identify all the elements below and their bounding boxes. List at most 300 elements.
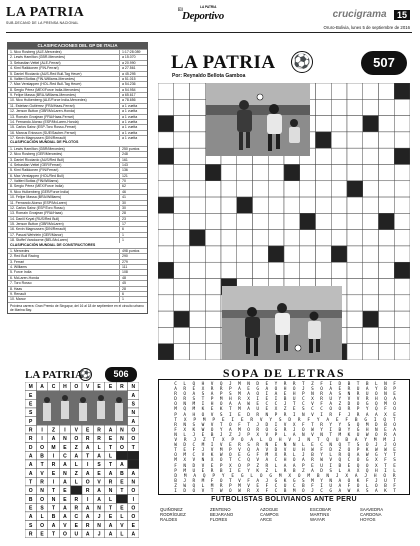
word-search-letter[interactable]: G — [365, 458, 369, 464]
word-search-letter[interactable]: J — [347, 412, 351, 418]
crossword-cell[interactable] — [347, 279, 363, 295]
word-search-letter[interactable]: F — [320, 382, 323, 387]
crossword-cell[interactable] — [394, 279, 410, 295]
word-search-letter[interactable]: C — [347, 458, 351, 464]
word-search-letter[interactable]: S — [311, 387, 314, 393]
word-search-letter[interactable]: G — [247, 453, 250, 459]
crossword-cell[interactable] — [379, 164, 395, 180]
crossword-cell[interactable] — [158, 116, 174, 132]
crossword-cell[interactable] — [190, 311, 206, 327]
word-search-letter[interactable]: Q — [192, 382, 196, 387]
word-search-letter[interactable]: K — [356, 478, 360, 484]
word-search-letter[interactable]: O — [259, 473, 263, 479]
word-search-letter[interactable]: K — [219, 407, 223, 413]
word-search-letter[interactable]: E — [210, 463, 214, 469]
word-search-letter[interactable]: C — [320, 407, 323, 413]
crossword-cell[interactable] — [363, 213, 379, 229]
crossword-cell[interactable] — [331, 99, 347, 115]
word-search-letter[interactable]: U — [192, 468, 196, 474]
crossword-cell[interactable] — [190, 83, 206, 99]
crossword-cell[interactable] — [221, 164, 237, 180]
crossword-cell[interactable] — [363, 279, 379, 295]
word-search-letter[interactable]: M — [278, 473, 282, 479]
word-search-letter[interactable]: H — [374, 468, 378, 474]
word-search-letter[interactable]: V — [210, 448, 214, 454]
word-search-letter[interactable]: L — [393, 468, 396, 474]
word-search-letter[interactable]: M — [238, 427, 241, 433]
word-search-letter[interactable]: V — [238, 478, 241, 484]
word-search-letter[interactable]: Y — [338, 422, 342, 428]
crossword-cell[interactable] — [316, 116, 332, 132]
word-search-letter[interactable]: H — [201, 382, 205, 387]
word-search-letter[interactable]: Y — [221, 473, 225, 479]
word-search-letter[interactable]: D — [192, 463, 196, 469]
crossword-cell[interactable] — [331, 116, 347, 132]
word-search-letter[interactable]: R — [292, 382, 296, 387]
crossword-cell[interactable] — [394, 164, 410, 180]
word-search-letter[interactable]: M — [183, 468, 187, 474]
word-search-letter[interactable]: V — [347, 397, 351, 403]
word-search-letter[interactable]: L — [329, 453, 333, 459]
crossword-cell[interactable] — [205, 295, 221, 311]
word-search-letter[interactable]: N — [384, 382, 387, 387]
word-search-letter[interactable]: W — [365, 453, 369, 459]
word-search-letter[interactable]: X — [247, 397, 250, 403]
word-search-letter[interactable]: B — [219, 468, 223, 474]
word-search-letter[interactable]: T — [228, 478, 232, 484]
word-search-letter[interactable]: E — [393, 392, 396, 398]
word-search-letter[interactable]: W — [201, 427, 205, 433]
crossword-cell[interactable] — [174, 344, 190, 360]
word-search-letter[interactable]: R — [256, 443, 260, 449]
crossword-cell[interactable] — [284, 246, 300, 262]
crossword-cell[interactable] — [190, 116, 206, 132]
word-search-letter[interactable]: F — [174, 463, 177, 469]
word-search-letter[interactable]: L — [365, 483, 369, 489]
word-search-letter[interactable]: X — [183, 458, 187, 464]
crossword-cell[interactable] — [221, 213, 237, 229]
word-search-letter[interactable]: E — [393, 448, 396, 454]
crossword-cell[interactable] — [237, 230, 253, 246]
word-search-letter[interactable]: V — [247, 483, 250, 489]
word-search-letter[interactable]: T — [219, 422, 223, 428]
word-search-letter[interactable]: A — [250, 438, 254, 444]
word-search-letter[interactable]: Z — [265, 468, 269, 474]
word-search-letter[interactable]: S — [338, 392, 342, 398]
word-search-letter[interactable]: M — [383, 438, 387, 444]
word-search-letter[interactable]: D — [269, 438, 273, 444]
crossword-cell[interactable] — [363, 99, 379, 115]
word-search-letter[interactable]: J — [183, 478, 187, 484]
word-search-letter[interactable]: O — [393, 402, 396, 408]
word-search-letter[interactable]: R — [392, 473, 396, 479]
word-search-letter[interactable]: W — [384, 448, 387, 454]
word-search-letter[interactable]: H — [301, 448, 305, 454]
word-search-letter[interactable]: A — [193, 473, 197, 479]
word-search-letter[interactable]: O — [374, 483, 378, 489]
word-search-letter[interactable]: P — [274, 412, 278, 418]
word-search-letter[interactable]: A — [329, 402, 333, 408]
crossword-cell[interactable] — [347, 246, 363, 262]
word-search-letter[interactable]: P — [274, 432, 278, 438]
word-search-letter[interactable]: G — [356, 427, 360, 433]
word-search-letter[interactable]: M — [192, 407, 196, 413]
word-search-letter[interactable]: G — [256, 387, 260, 393]
word-search-letter[interactable]: F — [247, 478, 250, 484]
word-search-letter[interactable]: B — [384, 483, 387, 489]
word-search-letter[interactable]: T — [316, 438, 320, 444]
crossword-cell[interactable] — [394, 132, 410, 148]
crossword-cell[interactable] — [394, 99, 410, 115]
crossword-cell[interactable] — [347, 311, 363, 327]
crossword-cell[interactable] — [379, 262, 395, 278]
word-search-letter[interactable]: X — [256, 488, 260, 494]
word-search-letter[interactable]: V — [311, 432, 314, 438]
word-search-letter[interactable]: A — [356, 488, 360, 494]
word-search-letter[interactable]: S — [393, 458, 396, 464]
word-search-letter[interactable]: A — [374, 412, 378, 418]
word-search-letter[interactable]: L — [338, 468, 342, 474]
word-search-letter[interactable]: D — [174, 397, 177, 403]
word-search-letter[interactable]: T — [356, 382, 360, 387]
word-search-letter[interactable]: R — [238, 397, 241, 403]
word-search-letter[interactable]: L — [274, 463, 278, 469]
word-search-letter[interactable]: V — [259, 417, 263, 423]
crossword-cell[interactable] — [347, 327, 363, 343]
word-search-letter[interactable]: Q — [247, 448, 250, 454]
word-search-letter[interactable]: P — [356, 407, 360, 413]
word-search-letter[interactable]: A — [174, 387, 177, 393]
word-search-letter[interactable]: O — [274, 387, 278, 393]
crossword-cell[interactable] — [237, 164, 253, 180]
word-search-letter[interactable]: F — [192, 448, 196, 454]
word-search-letter[interactable]: M — [238, 382, 241, 387]
word-search-letter[interactable]: E — [240, 417, 244, 423]
word-search-letter[interactable]: U — [356, 432, 360, 438]
word-search-letter[interactable]: O — [356, 458, 360, 464]
word-search-letter[interactable]: Q — [338, 443, 342, 449]
crossword-cell[interactable] — [347, 116, 363, 132]
word-search-letter[interactable]: N — [292, 443, 296, 449]
crossword-cell[interactable] — [253, 246, 269, 262]
crossword-cell[interactable] — [237, 181, 253, 197]
word-search-letter[interactable]: T — [393, 488, 396, 494]
word-search-letter[interactable]: Z — [174, 483, 177, 489]
crossword-cell[interactable] — [300, 262, 316, 278]
crossword-cell[interactable] — [284, 164, 300, 180]
word-search-letter[interactable]: O — [201, 412, 205, 418]
crossword-cell[interactable] — [284, 197, 300, 213]
word-search-letter[interactable]: J — [311, 488, 314, 494]
word-search-letter[interactable]: R — [356, 412, 360, 418]
crossword-cell[interactable] — [316, 83, 332, 99]
crossword-cell[interactable] — [221, 181, 237, 197]
word-search-grid[interactable] — [171, 382, 399, 494]
word-search-letter[interactable]: T — [393, 478, 396, 484]
word-search-letter[interactable]: O — [219, 402, 223, 408]
word-search-letter[interactable]: E — [335, 417, 339, 423]
word-search-letter[interactable]: K — [365, 448, 369, 454]
crossword-cell[interactable] — [158, 246, 174, 262]
word-search-letter[interactable]: A — [301, 458, 305, 464]
word-search-letter[interactable]: E — [238, 468, 241, 474]
word-search-letter[interactable]: C — [320, 443, 323, 449]
word-search-letter[interactable]: R — [329, 412, 333, 418]
word-search-letter[interactable]: R — [250, 417, 254, 423]
word-search-letter[interactable]: E — [221, 417, 225, 423]
crossword-cell[interactable] — [205, 230, 221, 246]
word-search-letter[interactable]: C — [301, 397, 305, 403]
word-search-letter[interactable]: F — [256, 453, 260, 459]
word-search-letter[interactable]: J — [292, 427, 296, 433]
word-search-letter[interactable]: M — [238, 483, 241, 489]
word-search-letter[interactable]: N — [265, 412, 269, 418]
crossword-cell[interactable] — [316, 148, 332, 164]
crossword-cell[interactable] — [331, 164, 347, 180]
word-search-letter[interactable]: M — [183, 453, 187, 459]
word-search-letter[interactable]: R — [256, 412, 260, 418]
crossword-cell[interactable] — [205, 311, 221, 327]
word-search-letter[interactable]: D — [265, 422, 269, 428]
word-search-letter[interactable]: K — [256, 468, 260, 474]
word-search-letter[interactable]: K — [201, 407, 205, 413]
word-search-letter[interactable]: O — [247, 427, 250, 433]
crossword-cell[interactable] — [253, 181, 269, 197]
word-search-letter[interactable]: O — [228, 422, 232, 428]
crossword-cell[interactable] — [394, 230, 410, 246]
word-search-letter[interactable]: X — [356, 468, 360, 474]
word-search-letter[interactable]: E — [256, 483, 260, 489]
word-search-letter[interactable]: O — [301, 488, 305, 494]
word-search-letter[interactable]: U — [329, 397, 333, 403]
word-search-letter[interactable]: R — [265, 463, 269, 469]
word-search-letter[interactable]: M — [174, 458, 177, 464]
word-search-letter[interactable]: P — [219, 463, 223, 469]
word-search-letter[interactable]: X — [292, 422, 296, 428]
word-search-letter[interactable]: J — [335, 473, 339, 479]
word-search-letter[interactable]: N — [307, 438, 311, 444]
word-search-letter[interactable]: R — [210, 468, 214, 474]
word-search-letter[interactable]: P — [174, 468, 177, 474]
crossword-cell[interactable] — [174, 181, 190, 197]
word-search-letter[interactable]: S — [347, 422, 351, 428]
word-search-letter[interactable]: U — [292, 397, 296, 403]
word-search-letter[interactable]: K — [384, 488, 387, 494]
word-search-letter[interactable]: B — [174, 478, 177, 484]
word-search-letter[interactable]: P — [228, 483, 232, 489]
word-search-letter[interactable]: E — [274, 443, 278, 449]
crossword-cell[interactable] — [394, 181, 410, 197]
word-search-letter[interactable]: E — [192, 387, 196, 393]
word-search-letter[interactable]: M — [238, 392, 241, 398]
word-search-letter[interactable]: J — [374, 478, 378, 484]
word-search-letter[interactable]: T — [228, 407, 232, 413]
word-search-letter[interactable]: O — [210, 427, 214, 433]
crossword-cell[interactable] — [253, 213, 269, 229]
word-search-letter[interactable]: X — [274, 407, 278, 413]
word-search-letter[interactable]: Q — [356, 463, 360, 469]
word-search-letter[interactable]: F — [265, 488, 269, 494]
word-search-letter[interactable]: B — [354, 417, 358, 423]
word-search-letter[interactable]: R — [338, 453, 342, 459]
word-search-letter[interactable]: O — [374, 392, 378, 398]
word-search-letter[interactable]: V — [283, 448, 287, 454]
word-search-letter[interactable]: Q — [384, 397, 387, 403]
crossword-cell[interactable] — [190, 99, 206, 115]
word-search-letter[interactable]: F — [384, 407, 387, 413]
word-search-letter[interactable]: X — [384, 412, 387, 418]
word-search-letter[interactable]: A — [228, 427, 232, 433]
crossword-cell[interactable] — [347, 344, 363, 360]
word-search-letter[interactable]: N — [183, 422, 187, 428]
crossword-cell[interactable] — [174, 164, 190, 180]
word-search-letter[interactable]: D — [338, 382, 342, 387]
crossword-cell[interactable] — [394, 311, 410, 327]
word-search-letter[interactable]: T — [212, 438, 216, 444]
word-search-letter[interactable]: Z — [338, 448, 342, 454]
word-search-letter[interactable]: A — [265, 458, 269, 464]
word-search-letter[interactable]: N — [283, 443, 287, 449]
word-search-letter[interactable]: F — [393, 483, 396, 489]
word-search-letter[interactable]: T — [393, 453, 396, 459]
crossword-cell[interactable] — [268, 181, 284, 197]
crossword-cell[interactable] — [331, 262, 347, 278]
crossword-cell[interactable] — [379, 246, 395, 262]
word-search-letter[interactable]: M — [201, 443, 205, 449]
crossword-cell[interactable] — [331, 132, 347, 148]
word-search-letter[interactable]: A — [283, 463, 287, 469]
crossword-cell[interactable] — [158, 99, 174, 115]
crossword-cell[interactable] — [331, 246, 347, 262]
word-search-letter[interactable]: B — [283, 488, 287, 494]
word-search-letter[interactable]: B — [347, 382, 351, 387]
word-search-letter[interactable]: A — [356, 453, 360, 459]
word-search-letter[interactable]: J — [228, 382, 232, 387]
word-search-letter[interactable]: V — [238, 448, 241, 454]
word-search-letter[interactable]: F — [347, 483, 351, 489]
word-search-letter[interactable]: Q — [374, 402, 378, 408]
word-search-letter[interactable]: Y — [316, 417, 320, 423]
crossword-cell[interactable] — [394, 327, 410, 343]
word-search-letter[interactable]: V — [210, 412, 214, 418]
crossword-cell[interactable] — [347, 132, 363, 148]
word-search-letter[interactable]: Q — [365, 468, 369, 474]
word-search-letter[interactable]: T — [210, 488, 214, 494]
word-search-letter[interactable]: O — [192, 488, 196, 494]
word-search-letter[interactable]: L — [250, 473, 254, 479]
word-search-letter[interactable]: F — [345, 417, 349, 423]
crossword-cell[interactable] — [174, 83, 190, 99]
word-search-letter[interactable]: N — [311, 392, 314, 398]
crossword-cell[interactable] — [268, 213, 284, 229]
crossword-cell[interactable] — [316, 262, 332, 278]
word-search-letter[interactable]: J — [364, 473, 368, 479]
word-search-letter[interactable]: G — [374, 453, 378, 459]
word-search-letter[interactable]: E — [283, 392, 287, 398]
crossword-cell[interactable] — [205, 181, 221, 197]
word-search-letter[interactable]: Y — [374, 387, 378, 393]
word-search-letter[interactable]: M — [192, 402, 196, 408]
crossword-cell[interactable] — [205, 344, 221, 360]
word-search-letter[interactable]: I — [329, 463, 333, 469]
word-search-letter[interactable]: D — [347, 402, 351, 408]
word-search-letter[interactable]: M — [365, 422, 369, 428]
word-search-letter[interactable]: R — [320, 422, 323, 428]
word-search-letter[interactable]: R — [174, 392, 177, 398]
crossword-cell[interactable] — [347, 164, 363, 180]
word-search-letter[interactable]: J — [201, 448, 205, 454]
crossword-cell[interactable] — [190, 213, 206, 229]
word-search-letter[interactable]: N — [247, 382, 250, 387]
word-search-letter[interactable]: I — [228, 412, 232, 418]
word-search-letter[interactable]: T — [247, 422, 250, 428]
word-search-letter[interactable]: T — [329, 432, 333, 438]
word-search-letter[interactable]: Y — [365, 407, 369, 413]
word-search-letter[interactable]: P — [247, 463, 250, 469]
word-search-letter[interactable]: V — [201, 463, 205, 469]
word-search-letter[interactable]: P — [174, 412, 177, 418]
word-search-letter[interactable]: G — [269, 473, 273, 479]
word-search-letter[interactable]: I — [329, 382, 333, 387]
word-search-letter[interactable]: Y — [364, 438, 368, 444]
word-search-letter[interactable]: C — [311, 407, 314, 413]
word-search-letter[interactable]: I — [228, 468, 232, 474]
word-search-letter[interactable]: A — [292, 463, 296, 469]
word-search-letter[interactable]: O — [228, 453, 232, 459]
word-search-letter[interactable]: M — [292, 488, 296, 494]
word-search-letter[interactable]: S — [201, 392, 205, 398]
word-search-letter[interactable]: T — [174, 448, 177, 454]
word-search-letter[interactable]: O — [219, 458, 223, 464]
word-search-letter[interactable]: V — [329, 458, 333, 464]
word-search-letter[interactable]: W — [174, 443, 177, 449]
crossword-cell[interactable] — [284, 230, 300, 246]
word-search-letter[interactable]: F — [365, 478, 369, 484]
crossword-cell[interactable] — [347, 197, 363, 213]
crossword-cell[interactable] — [158, 181, 174, 197]
word-search-letter[interactable]: A — [329, 392, 333, 398]
crossword-cell[interactable] — [190, 246, 206, 262]
word-search-letter[interactable]: V — [283, 422, 287, 428]
word-search-letter[interactable]: A — [338, 483, 342, 489]
crossword-cell[interactable] — [174, 132, 190, 148]
crossword-cell[interactable] — [158, 230, 174, 246]
word-search-letter[interactable]: I — [231, 417, 235, 423]
crossword-cell[interactable] — [174, 327, 190, 343]
word-search-letter[interactable]: H — [278, 438, 282, 444]
word-search-letter[interactable]: A — [338, 488, 342, 494]
word-search-letter[interactable]: J — [301, 387, 305, 393]
word-search-letter[interactable]: R — [347, 387, 351, 393]
word-search-letter[interactable]: L — [274, 468, 278, 474]
word-search-letter[interactable]: P — [301, 392, 305, 398]
word-search-letter[interactable]: P — [301, 463, 305, 469]
word-search-letter[interactable]: X — [374, 458, 378, 464]
word-search-letter[interactable]: Q — [326, 438, 330, 444]
word-search-letter[interactable]: J — [256, 422, 260, 428]
word-search-letter[interactable]: A — [256, 478, 260, 484]
crossword-cell[interactable] — [253, 197, 269, 213]
crossword-cell[interactable] — [379, 344, 395, 360]
word-search-letter[interactable]: E — [265, 397, 269, 403]
crossword-cell[interactable] — [300, 246, 316, 262]
crossword-cell[interactable] — [174, 197, 190, 213]
crossword-cell[interactable] — [347, 148, 363, 164]
word-search-letter[interactable]: R — [311, 458, 314, 464]
word-search-letter[interactable]: H — [374, 397, 378, 403]
word-search-letter[interactable]: R — [320, 392, 323, 398]
word-search-letter[interactable]: V — [265, 448, 269, 454]
